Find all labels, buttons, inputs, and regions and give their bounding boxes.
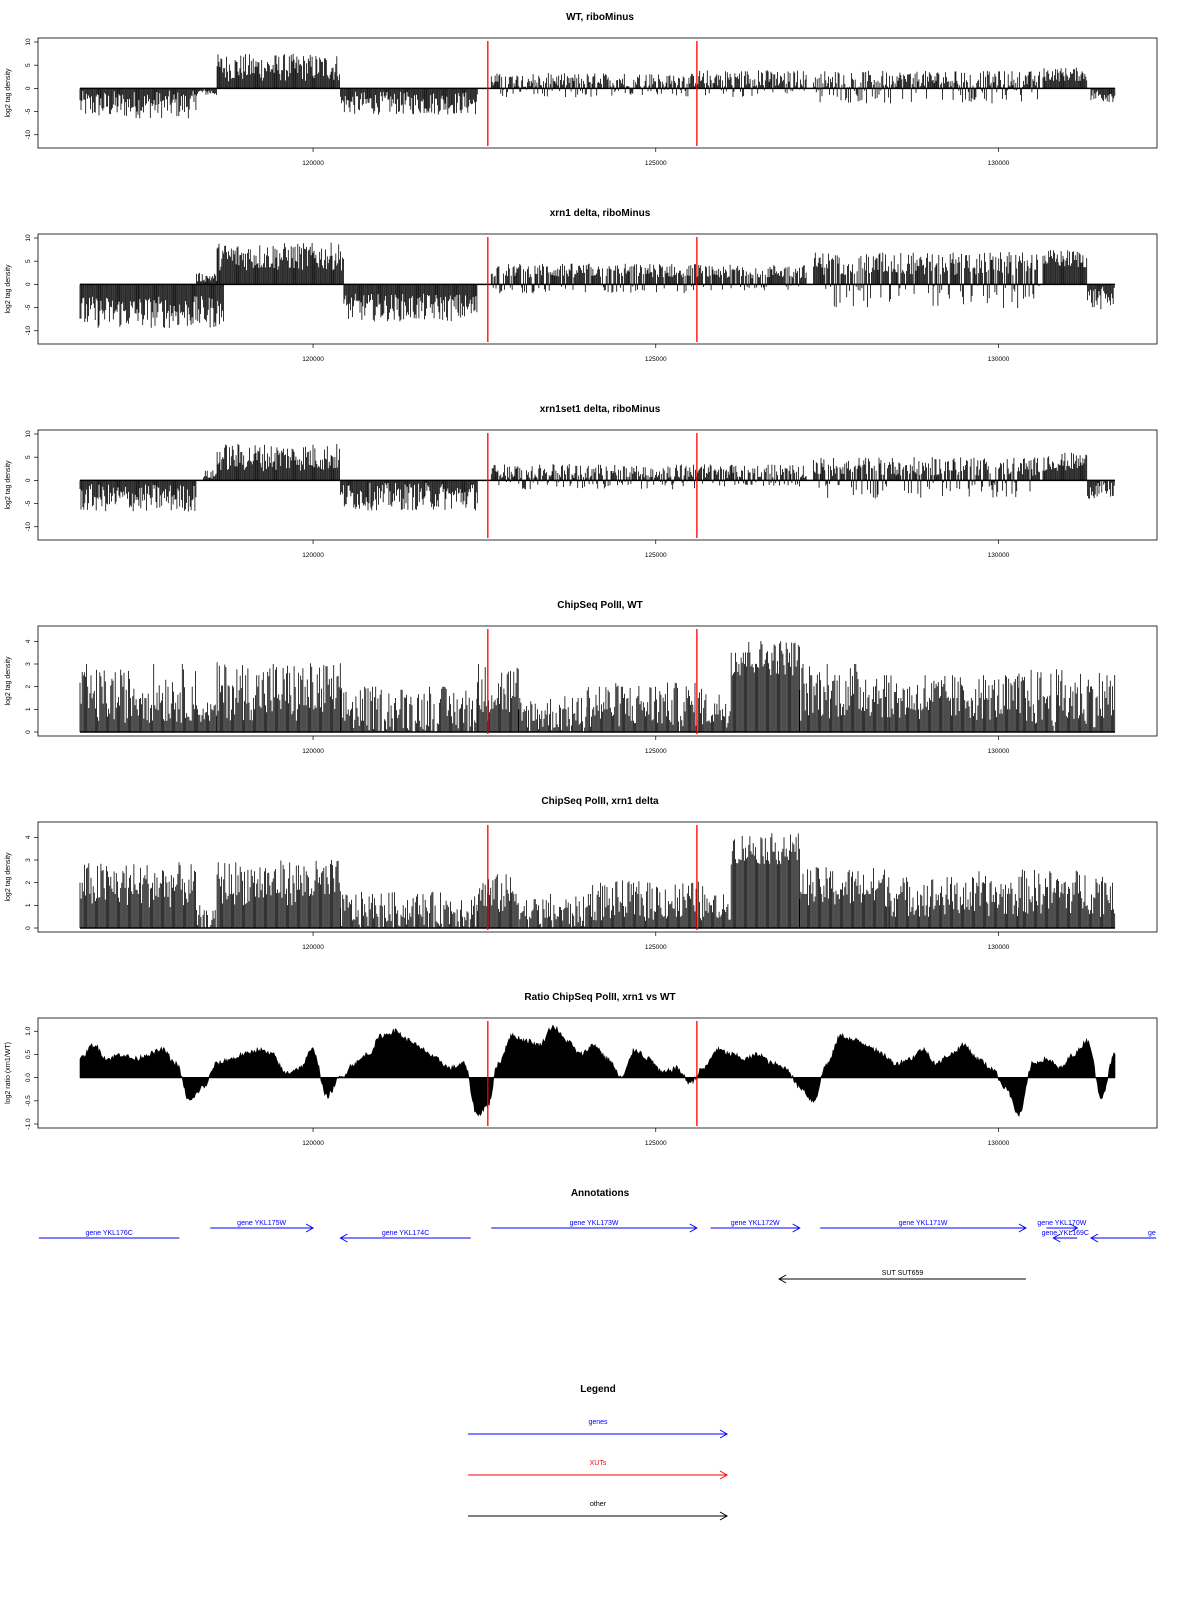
y-axis-label: log2 tag density bbox=[5, 852, 12, 902]
y-tick-label: -10 bbox=[25, 522, 32, 532]
y-tick-label: 1 bbox=[25, 903, 32, 908]
y-tick-label: 0 bbox=[25, 478, 32, 483]
chart-panel-4 bbox=[5, 600, 1157, 755]
data-series bbox=[80, 243, 1115, 328]
y-tick-label: 0 bbox=[25, 926, 32, 930]
y-axis-label: log2 tag density bbox=[5, 68, 12, 118]
x-tick-label: 125000 bbox=[644, 356, 667, 363]
chart-title: xrn1set1 delta, riboMinus bbox=[539, 404, 661, 415]
y-tick-label: 10 bbox=[25, 38, 32, 46]
y-tick-label: 1 bbox=[25, 707, 32, 712]
chart-panel-5 bbox=[5, 796, 1157, 951]
x-tick-label: 130000 bbox=[987, 748, 1010, 755]
y-tick-label: 2 bbox=[25, 880, 32, 885]
y-tick-label: -5 bbox=[25, 500, 32, 507]
y-tick-label: 5 bbox=[25, 455, 32, 459]
x-tick-label: 130000 bbox=[987, 160, 1010, 167]
y-tick-label: 4 bbox=[25, 639, 32, 644]
chart-title: WT, riboMinus bbox=[566, 12, 634, 23]
chart-panel-1 bbox=[5, 12, 1157, 167]
x-tick-label: 120000 bbox=[302, 944, 324, 951]
x-tick-label: 120000 bbox=[302, 356, 324, 363]
chart-panel-2 bbox=[5, 208, 1157, 363]
y-tick-label: 5 bbox=[25, 63, 32, 67]
data-series bbox=[80, 54, 1115, 119]
x-tick-label: 130000 bbox=[987, 944, 1010, 951]
y-tick-label: 2 bbox=[25, 684, 32, 689]
x-tick-label: 125000 bbox=[644, 748, 667, 755]
y-tick-label: 3 bbox=[25, 662, 32, 666]
chart-title: ChipSeq PolII, xrn1 delta bbox=[541, 796, 659, 807]
y-tick-label: 0 bbox=[25, 730, 32, 734]
y-tick-label: -10 bbox=[25, 130, 32, 140]
y-tick-label: 0 bbox=[25, 282, 32, 287]
x-tick-label: 130000 bbox=[987, 552, 1010, 559]
y-tick-label: 0 bbox=[25, 86, 32, 91]
data-series bbox=[80, 444, 1115, 512]
x-tick-label: 125000 bbox=[644, 944, 667, 951]
x-tick-label: 125000 bbox=[644, 552, 667, 559]
y-tick-label: 10 bbox=[25, 430, 32, 438]
y-tick-label: 10 bbox=[25, 234, 32, 242]
y-tick-label: -10 bbox=[25, 326, 32, 336]
y-tick-label: 4 bbox=[25, 835, 32, 840]
y-axis-label: log2 tag density bbox=[5, 460, 12, 510]
chart-panel-3 bbox=[5, 404, 1157, 559]
y-tick-label: 3 bbox=[25, 858, 32, 862]
x-tick-label: 125000 bbox=[644, 160, 667, 167]
y-axis-label: log2 tag density bbox=[5, 264, 12, 314]
plot-frame bbox=[38, 822, 1157, 932]
x-tick-label: 130000 bbox=[987, 356, 1010, 363]
x-tick-label: 120000 bbox=[302, 160, 324, 167]
data-series bbox=[80, 833, 1115, 928]
x-tick-label: 120000 bbox=[302, 748, 324, 755]
x-tick-label: 120000 bbox=[302, 552, 324, 559]
chart-title: xrn1 delta, riboMinus bbox=[549, 208, 651, 219]
y-tick-label: -5 bbox=[25, 108, 32, 115]
chart-title: ChipSeq PolII, WT bbox=[557, 600, 643, 611]
y-axis-label: log2 tag density bbox=[5, 656, 12, 706]
y-tick-label: -5 bbox=[25, 304, 32, 311]
data-series bbox=[80, 641, 1115, 732]
y-tick-label: 5 bbox=[25, 259, 32, 263]
